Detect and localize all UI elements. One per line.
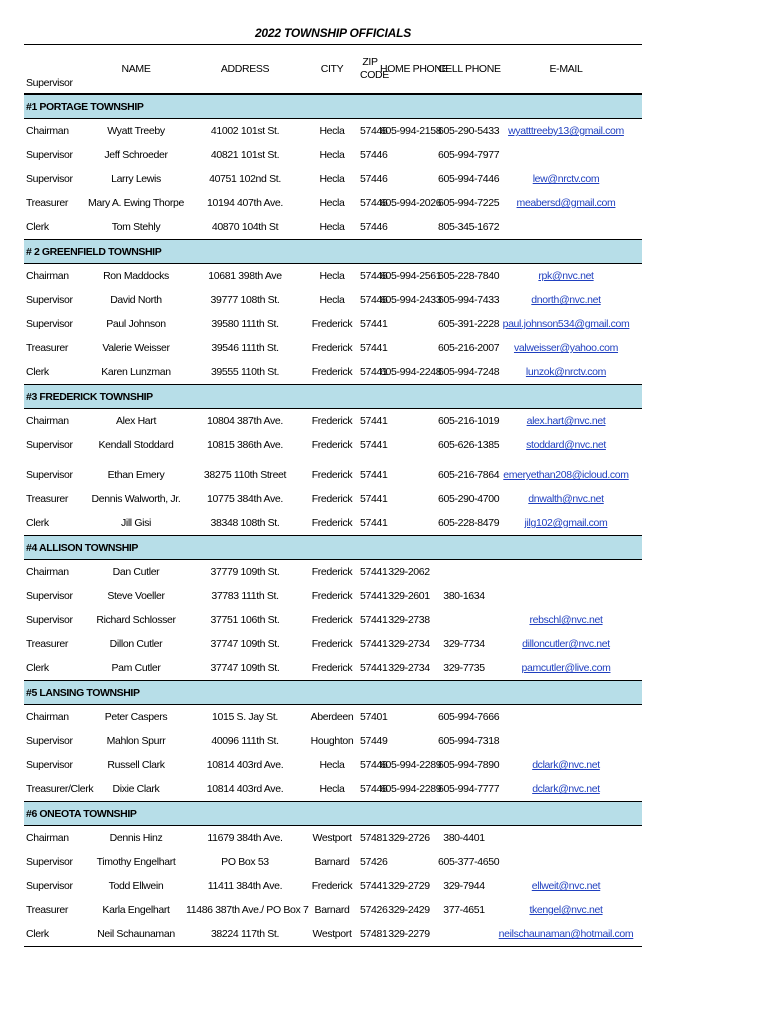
zip-cell: 57441 [360,318,388,330]
cell-phone-cell: 605-216-1019 [438,415,500,427]
section-header: #3 FREDERICK TOWNSHIP [24,384,642,409]
table-row [24,312,642,336]
table-row [24,777,642,801]
cell-phone-cell: 605-994-7890 [438,759,500,771]
zip-cell: 57441 [360,638,388,650]
name-cell: Peter Caspers [104,711,168,723]
name-cell: Dennis Walworth, Jr. [91,493,181,505]
home-phone-cell: 605-994-2561 [380,270,442,282]
name-cell: Larry Lewis [111,173,161,185]
header-email: E-MAIL [549,63,583,75]
home-phone-cell: 329-2738 [388,614,430,626]
city-cell: Frederick [311,342,353,354]
section-header: #6 ONEOTA TOWNSHIP [24,801,642,826]
cell-phone-cell: 605-994-7225 [438,197,500,209]
email-link[interactable]: stoddard@nvc.net [526,439,606,451]
email-cell [490,125,642,137]
table-row [24,191,642,215]
zip-cell: 57446 [360,197,388,209]
city-cell: Houghton [310,735,354,747]
cell-phone-cell: 380-4401 [443,832,485,844]
zip-cell: 57481 [360,928,388,940]
name-cell: Mary A. Ewing Thorpe [87,197,185,209]
role-cell: Clerk [26,517,49,529]
city-cell: Barnard [314,904,350,916]
address-cell: 39546 111th St. [211,342,279,354]
section-header: #1 PORTAGE TOWNSHIP [24,94,642,119]
table-row [24,143,642,167]
table-row [24,288,642,312]
zip-cell: 57426 [360,904,388,916]
role-cell: Clerk [26,662,49,674]
name-cell: Dan Cutler [112,566,160,578]
email-cell [490,783,642,795]
zip-cell: 57441 [360,662,388,674]
home-phone-cell: 605-994-2289 [380,759,442,771]
table-row [24,560,642,584]
cell-phone-cell: 605-228-7840 [438,270,500,282]
city-cell: Hecla [319,270,345,282]
address-cell: 11486 387th Ave./ PO Box 7 [186,904,309,916]
email-cell [490,517,642,529]
email-cell [490,904,642,916]
zip-cell: 57441 [360,415,388,427]
home-phone-cell: 329-2734 [388,638,430,650]
zip-cell: 57441 [360,566,388,578]
zip-cell: 57446 [360,783,388,795]
name-cell: Ethan Emery [107,469,165,481]
address-cell: 10815 386th Ave. [207,439,283,451]
city-cell: Hecla [319,197,345,209]
email-link[interactable]: rebschl@nvc.net [529,614,603,626]
email-cell [490,614,642,626]
address-cell: 40096 111th St. [211,735,279,747]
email-cell [490,173,642,185]
zip-cell: 57441 [360,493,388,505]
address-cell: 39580 111th St. [211,318,279,330]
email-cell [490,342,642,354]
name-cell: Pam Cutler [111,662,161,674]
zip-cell: 57441 [360,517,388,529]
table-row [24,360,642,384]
role-cell: Treasurer [26,197,68,209]
address-cell: 37751 106th St. [210,614,280,626]
role-cell: Chairman [26,711,69,723]
home-phone-cell: 329-2734 [388,662,430,674]
address-cell: 11411 384th Ave. [207,880,283,892]
city-cell: Frederick [311,493,353,505]
table-row [24,850,642,874]
table-row [24,656,642,680]
email-link[interactable]: pamcutler@live.com [521,662,611,674]
email-cell [490,493,642,505]
cell-phone-cell: 380-1634 [443,590,485,602]
name-cell: Richard Schlosser [96,614,176,626]
home-phone-cell: 329-2601 [388,590,430,602]
role-cell: Treasurer [26,493,68,505]
name-cell: Wyatt Treeby [107,125,165,137]
role-cell: Chairman [26,566,69,578]
email-link[interactable]: meabersd@gmail.com [516,197,616,209]
address-cell: 38348 108th St. [210,517,280,529]
header-zip: ZIP CODE [360,56,389,81]
name-cell: Mahlon Spurr [106,735,166,747]
table-row [24,487,642,511]
email-link[interactable]: tkengel@nvc.net [529,904,603,916]
section-header: # 2 GREENFIELD TOWNSHIP [24,239,642,264]
city-cell: Frederick [311,566,353,578]
cell-phone-cell: 605-994-7777 [438,783,500,795]
city-cell: Hecla [319,294,345,306]
city-cell: Frederick [311,318,353,330]
email-cell [490,318,642,330]
table-row [24,922,642,946]
role-cell: Supervisor [26,759,73,771]
email-cell [490,759,642,771]
name-cell: Paul Johnson [106,318,166,330]
city-cell: Westport [312,832,352,844]
table-row [24,753,642,777]
address-cell: 10775 384th Ave. [207,493,283,505]
address-cell: 10804 387th Ave. [207,415,283,427]
address-cell: 38224 117th St. [210,928,280,940]
email-link[interactable]: alex.hart@nvc.net [526,415,606,427]
zip-cell: 57481 [360,832,388,844]
role-cell: Chairman [26,415,69,427]
email-cell [490,439,642,451]
city-cell: Frederick [311,880,353,892]
role-cell: Supervisor [26,439,73,451]
address-cell: 1015 S. Jay St. [212,711,278,723]
email-cell [490,928,642,940]
role-cell: Supervisor [26,614,73,626]
city-cell: Frederick [311,517,353,529]
cell-phone-cell: 605-994-7446 [438,173,500,185]
name-cell: Dillon Cutler [109,638,163,650]
cell-phone-cell: 329-7944 [443,880,485,892]
email-cell [490,294,642,306]
address-cell: 41002 101st St. [210,125,280,137]
role-cell: Supervisor [26,735,73,747]
table-header [24,44,642,94]
address-cell: 38275 110th Street [203,469,287,481]
zip-cell: 57426 [360,856,388,868]
table-row [24,729,642,753]
zip-cell: 57446 [360,149,388,161]
email-cell [490,366,642,378]
email-link[interactable]: jilg102@gmail.com [524,517,608,529]
role-cell: Supervisor [26,880,73,892]
city-cell: Hecla [319,759,345,771]
email-link[interactable]: dclark@nvc.net [532,759,600,771]
role-cell: Treasurer [26,904,68,916]
address-cell: 10814 403rd Ave. [206,783,284,795]
role-cell: Chairman [26,270,69,282]
table-bottom-border [24,946,642,947]
city-cell: Westport [312,928,352,940]
section-header: #4 ALLISON TOWNSHIP [24,535,642,560]
name-cell: Karla Engelhart [102,904,170,916]
table-body [24,94,642,946]
home-phone-cell: 605-994-2026 [380,197,442,209]
city-cell: Hecla [319,173,345,185]
cell-phone-cell: 605-626-1385 [438,439,500,451]
township-officials-document [24,22,642,947]
email-link[interactable]: valweisser@yahoo.com [513,342,619,354]
table-row [24,705,642,729]
city-cell: Frederick [311,662,353,674]
zip-cell: 57441 [360,614,388,626]
email-link[interactable]: dilloncutler@nvc.net [522,638,610,650]
cell-phone-cell: 329-7734 [443,638,485,650]
role-cell: Supervisor [26,856,73,868]
role-cell: Clerk [26,221,49,233]
name-cell: Timothy Engelhart [96,856,176,868]
cell-phone-cell: 605-994-7318 [438,735,500,747]
city-cell: Frederick [311,366,353,378]
zip-cell: 57446 [360,294,388,306]
cell-phone-cell: 605-994-7248 [438,366,500,378]
name-cell: Dixie Clark [112,783,160,795]
zip-cell: 57441 [360,439,388,451]
header-home-phone: HOME PHONE [380,63,449,75]
zip-cell: 57449 [360,735,388,747]
role-cell: Supervisor [26,294,73,306]
home-phone-cell: 605-994-2433 [380,294,442,306]
role-cell: Supervisor [26,173,73,185]
document-title: 2022 TOWNSHIP OFFICIALS [254,26,412,40]
name-cell: Jill Gisi [120,517,152,529]
header-cell-phone: CELL PHONE [438,63,501,75]
name-cell: Ron Maddocks [103,270,169,282]
cell-phone-cell: 377-4651 [443,904,485,916]
email-cell [490,415,642,427]
city-cell: Frederick [311,415,353,427]
cell-phone-cell: 605-216-2007 [438,342,500,354]
role-cell: Supervisor [26,149,73,161]
email-cell [490,270,642,282]
city-cell: Hecla [319,783,345,795]
zip-cell: 57441 [360,469,388,481]
address-cell: 37747 109th St. [210,662,280,674]
zip-cell: 57446 [360,759,388,771]
city-cell: Frederick [311,469,353,481]
name-cell: Neil Schaunaman [97,928,175,940]
role-cell: Treasurer [26,342,68,354]
email-link[interactable]: rpk@nvc.net [538,270,594,282]
home-phone-cell: 329-2279 [388,928,430,940]
name-cell: Todd Ellwein [108,880,164,892]
address-cell: 10681 398th Ave [208,270,282,282]
section-header: #5 LANSING TOWNSHIP [24,680,642,705]
role-cell: Supervisor [26,469,73,481]
home-phone-cell: 329-2429 [388,904,430,916]
home-phone-cell: 329-2726 [388,832,430,844]
table-row [24,409,642,433]
header-role: Supervisor [26,77,73,89]
zip-cell: 57446 [360,125,388,137]
zip-cell: 57441 [360,590,388,602]
email-cell [490,197,642,209]
address-cell: 37747 109th St. [210,638,280,650]
table-row [24,463,642,487]
role-cell: Clerk [26,928,49,940]
address-cell: 37783 111th St. [211,590,279,602]
email-link[interactable]: dnorth@nvc.net [531,294,601,306]
header-name: NAME [121,63,151,75]
home-phone-cell: 605-994-2289 [380,783,442,795]
email-link[interactable]: ellweit@nvc.net [531,880,601,892]
address-cell: 37779 109th St. [210,566,280,578]
role-cell: Chairman [26,125,69,137]
email-link[interactable]: neilschaunaman@hotmail.com [498,928,634,940]
name-cell: Russell Clark [107,759,165,771]
zip-cell: 57441 [360,366,388,378]
email-cell [490,662,642,674]
table-row [24,874,642,898]
role-cell: Treasurer/Clerk [26,783,94,795]
city-cell: Frederick [311,590,353,602]
home-phone-cell: 605-994-2158 [380,125,442,137]
role-cell: Treasurer [26,638,68,650]
zip-cell: 57441 [360,342,388,354]
table-row [24,511,642,535]
table-row [24,826,642,850]
zip-cell: 57446 [360,270,388,282]
name-cell: Steve Voeller [107,590,165,602]
email-link[interactable]: lunzok@nrctv.com [525,366,607,378]
table-row [24,336,642,360]
address-cell: 11679 384th Ave. [207,832,283,844]
role-cell: Supervisor [26,590,73,602]
zip-cell: 57446 [360,173,388,185]
address-cell: 10194 407th Ave. [207,197,283,209]
header-address: ADDRESS [220,63,270,75]
table-row [24,119,642,143]
cell-phone-cell: 605-994-7666 [438,711,500,723]
city-cell: Hecla [319,125,345,137]
email-cell [490,638,642,650]
cell-phone-cell: 605-994-7433 [438,294,500,306]
city-cell: Aberdeen [310,711,354,723]
email-cell [490,880,642,892]
name-cell: Tom Stehly [111,221,161,233]
cell-phone-cell: 605-290-4700 [438,493,500,505]
cell-phone-cell: 805-345-1672 [438,221,500,233]
cell-phone-cell: 605-216-7864 [438,469,500,481]
city-cell: Barnard [314,856,350,868]
name-cell: Dennis Hinz [109,832,163,844]
city-cell: Frederick [311,614,353,626]
table-row [24,215,642,239]
address-cell: 40870 104th St [211,221,279,233]
name-cell: Kendall Stoddard [98,439,174,451]
cell-phone-cell: 605-377-4650 [438,856,500,868]
cell-phone-cell: 605-391-2228 [438,318,500,330]
home-phone-cell: 605-994-2248 [380,366,442,378]
table-row [24,264,642,288]
zip-cell: 57446 [360,221,388,233]
email-cell [490,469,642,481]
role-cell: Clerk [26,366,49,378]
role-cell: Supervisor [26,318,73,330]
cell-phone-cell: 605-994-7977 [438,149,500,161]
city-cell: Frederick [311,439,353,451]
email-link[interactable]: emeryethan208@icloud.com [503,469,629,481]
name-cell: Jeff Schroeder [104,149,168,161]
table-row [24,898,642,922]
cell-phone-cell: 329-7735 [443,662,485,674]
name-cell: Karen Lunzman [101,366,171,378]
role-cell: Chairman [26,832,69,844]
zip-cell: 57441 [360,880,388,892]
header-city: CITY [320,63,344,75]
name-cell: Valerie Weisser [102,342,170,354]
address-cell: 10814 403rd Ave. [206,759,284,771]
cell-phone-cell: 605-290-5433 [438,125,500,137]
city-cell: Hecla [319,221,345,233]
address-cell: PO Box 53 [221,856,269,868]
email-link[interactable]: wyatttreeby13@gmail.com [508,125,624,137]
table-row [24,433,642,457]
email-link[interactable]: dclark@nvc.net [532,783,600,795]
email-link[interactable]: dnwalth@nvc.net [528,493,604,505]
name-cell: Alex Hart [115,415,157,427]
table-row [24,632,642,656]
table-row [24,608,642,632]
table-row [24,167,642,191]
cell-phone-cell: 605-228-8479 [438,517,500,529]
address-cell: 39777 108th St. [210,294,280,306]
address-cell: 39555 110th St. [210,366,280,378]
name-cell: David North [110,294,162,306]
address-cell: 40821 101st St. [210,149,280,161]
zip-cell: 57401 [360,711,388,723]
email-link[interactable]: paul.johnson534@gmail.com [502,318,630,330]
address-cell: 40751 102nd St. [209,173,281,185]
email-link[interactable]: lew@nrctv.com [532,173,600,185]
home-phone-cell: 329-2729 [388,880,430,892]
home-phone-cell: 329-2062 [388,566,430,578]
table-row [24,584,642,608]
city-cell: Frederick [311,638,353,650]
city-cell: Hecla [319,149,345,161]
